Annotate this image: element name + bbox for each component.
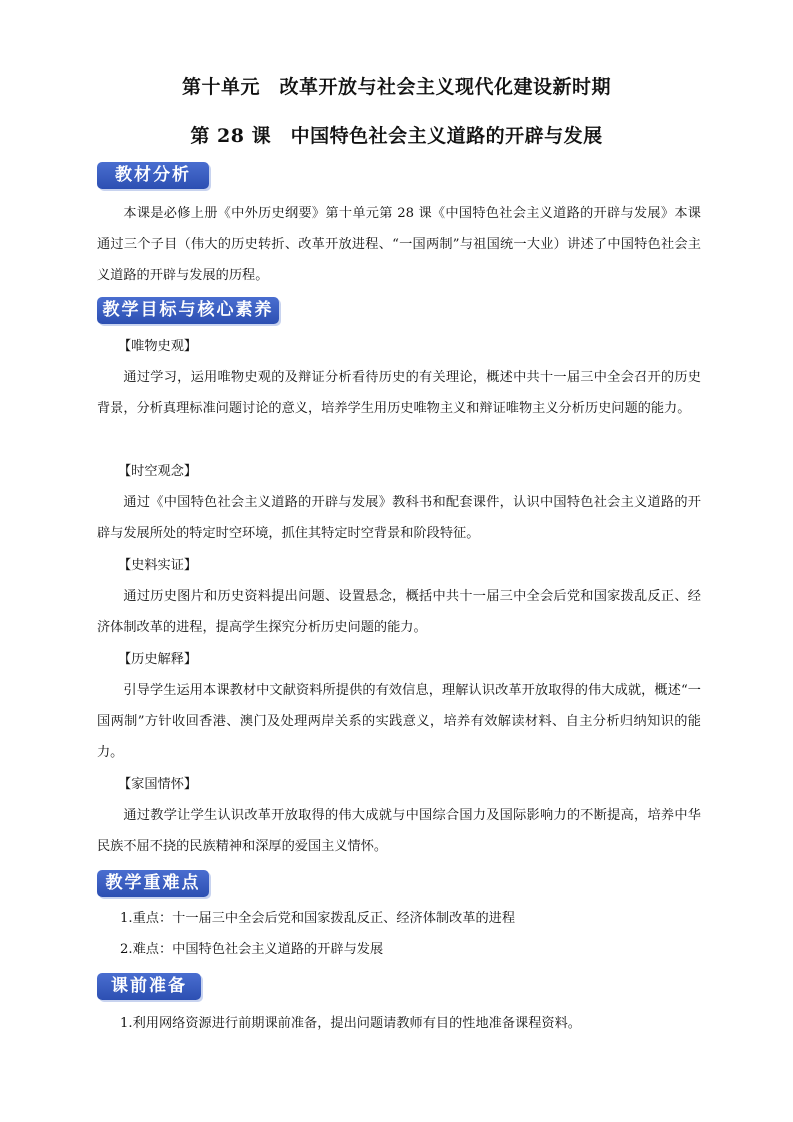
- unit-title: 第十单元 改革开放与社会主义现代化建设新时期: [181, 76, 611, 98]
- section-badge-key-points: 教学重难点: [97, 870, 209, 897]
- objective-heading-materialism: 【唯物史观】: [118, 339, 198, 354]
- preparation-item-1: 1.利用网络资源进行前期课前准备，提出问题请教师有目的性地准备课程资料。: [120, 1016, 581, 1031]
- objective-text-interpretation: 引导学生运用本课教材中文献资料所提供的有效信息，理解认识改革开放取得的伟大成就，概述“一国两制”方针收回香港、澳门及处理两岸关系的实践意义，培养有效解读材料、自主分析归纳知识的能力。: [97, 683, 701, 761]
- objective-heading-interpretation: 【历史解释】: [118, 652, 198, 667]
- section-badge-objectives: 教学目标与核心素养: [97, 297, 279, 324]
- objective-heading-patriotism: 【家国情怀】: [118, 777, 198, 792]
- objective-text-evidence: 通过历史图片和历史资料提出问题、设置悬念，概括中共十一届三中全会后党和国家拨乱反正、经济体制改革的进程，提高学生探究分析历史问题的能力。: [97, 589, 701, 636]
- objective-text-spacetime: 通过《中国特色社会主义道路的开辟与发展》教科书和配套课件，认识中国特色社会主义道路的开辟与发展所处的特定时空环境，抓住其特定时空背景和阶段特征。: [97, 495, 701, 542]
- objective-text-materialism: 通过学习，运用唯物史观的及辩证分析看待历史的有关理论，概述中共十一届三中全会召开的历史背景，分析真理标准问题讨论的意义，培养学生用历史唯物主义和辩证唯物主义分析历史问题的能力。: [97, 370, 701, 417]
- key-point-focus: 1.重点：十一届三中全会后党和国家拨乱反正、经济体制改革的进程: [120, 911, 516, 926]
- objective-heading-spacetime: 【时空观念】: [118, 464, 198, 479]
- objective-heading-evidence: 【史料实证】: [118, 558, 198, 573]
- analysis-paragraph: 本课是必修上册《中外历史纲要》第十单元第 28 课《中国特色社会主义道路的开辟与发展》本课通过三个子目（伟大的历史转折、改革开放进程、“一国两制”与祖国统一大业）讲述了中国特色社会主义道路的开辟与发展的历程。: [97, 206, 701, 284]
- objective-text-patriotism: 通过教学让学生认识改革开放取得的伟大成就与中国综合国力及国际影响力的不断提高，培养中华民族不屈不挠的民族精神和深厚的爱国主义情怀。: [97, 808, 701, 855]
- lesson-title: 第 28 课 中国特色社会主义道路的开辟与发展: [190, 125, 603, 147]
- key-point-difficulty: 2.难点：中国特色社会主义道路的开辟与发展: [120, 942, 384, 957]
- section-badge-preparation: 课前准备: [97, 973, 201, 1000]
- section-badge-analysis: 教材分析: [97, 162, 209, 189]
